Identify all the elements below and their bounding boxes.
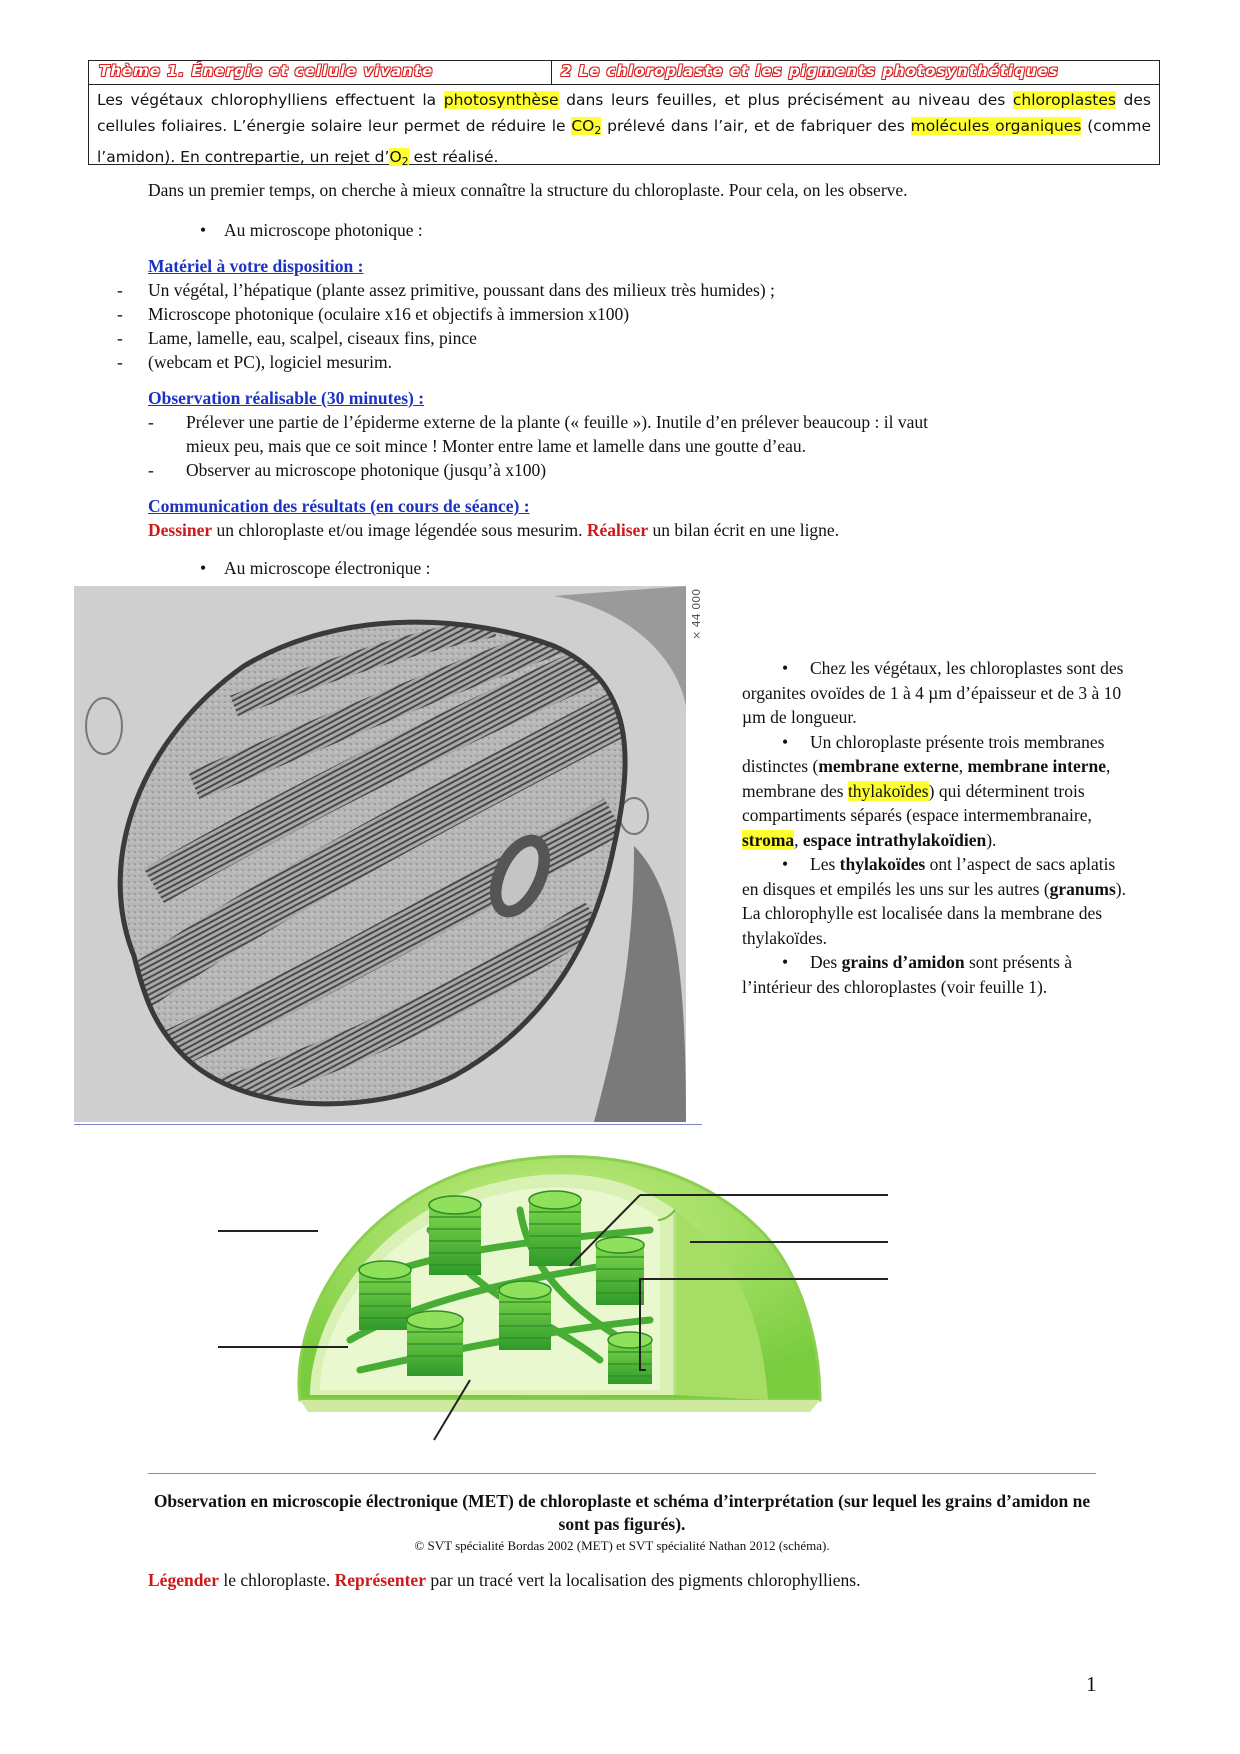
highlight-chloroplastes: chloroplastes bbox=[1012, 91, 1116, 109]
dash-mark: - bbox=[117, 328, 123, 348]
page-number: 1 bbox=[1086, 1672, 1097, 1696]
comm-text: un chloroplaste et/ou image légendée sous mesurim. bbox=[212, 520, 587, 540]
side-paragraph-3 bbox=[742, 852, 1132, 950]
highlight-stroma: stroma bbox=[742, 829, 795, 850]
verb-dessiner: Dessiner bbox=[148, 520, 213, 540]
side-text: Les bbox=[810, 854, 840, 874]
term-grains-amidon: grains d’amidon bbox=[841, 952, 965, 972]
section-electronic-title: Au microscope électronique : bbox=[224, 558, 431, 578]
side-text: ). La chlorophylle est localisée dans la membrane des thylakoïdes. bbox=[742, 878, 1126, 948]
header-box bbox=[88, 60, 1160, 168]
material-text: Un végétal, l’hépatique (plante assez primitive, poussant dans des milieux très humides) ; bbox=[148, 280, 775, 300]
bullet-electronic: • bbox=[200, 558, 207, 578]
communication-heading: Communication des résultats (en cours de séance) : bbox=[148, 496, 530, 516]
side-text: , bbox=[958, 756, 968, 776]
highlight-photosynthese: photosynthèse bbox=[443, 91, 559, 109]
o2-text: O bbox=[389, 148, 402, 166]
micrograph-rule bbox=[74, 1124, 702, 1125]
co2-text: CO bbox=[571, 117, 595, 135]
bullet-mark: • bbox=[782, 952, 789, 972]
dash-mark: - bbox=[117, 352, 123, 372]
chloroplast-micrograph bbox=[74, 586, 686, 1122]
intro-text: Les végétaux chlorophylliens effectuent la bbox=[97, 91, 444, 109]
observation-text-1b: mieux peu, mais que ce soit mince ! Monter entre lame et lamelle dans une goutte d’eau. bbox=[186, 436, 807, 456]
figure-rule bbox=[148, 1473, 1096, 1474]
bullet-photonic: • bbox=[200, 220, 207, 240]
intro-text: dans leurs feuilles, et plus précisément au niveau des bbox=[558, 91, 1013, 109]
task-text: par un tracé vert la localisation des pigments chlorophylliens. bbox=[425, 1570, 861, 1590]
dash-mark: - bbox=[148, 412, 154, 432]
material-text: (webcam et PC), logiciel mesurim. bbox=[148, 352, 392, 372]
verb-realiser: Réaliser bbox=[586, 520, 649, 540]
bullet-mark: • bbox=[782, 658, 789, 678]
o2-subscript: 2 bbox=[401, 155, 409, 168]
bullet-mark: • bbox=[782, 731, 789, 752]
highlight-molecules: molécules organiques bbox=[910, 117, 1082, 135]
intro-text: des cellules foliaires. L’énergie solaire leur permet de réduire le bbox=[97, 91, 1151, 135]
task-text: le chloroplaste. bbox=[218, 1570, 335, 1590]
term-espace-intrathylakoidien: espace intrathylakoïdien bbox=[802, 829, 987, 850]
intro-paragraph bbox=[97, 87, 1151, 175]
material-text: Lame, lamelle, eau, scalpel, ciseaux fins, pince bbox=[148, 328, 477, 348]
verb-legender: Légender bbox=[148, 1570, 219, 1590]
figure-credit: © SVT spécialité Bordas 2002 (MET) et SVT spécialité Nathan 2012 (schéma). bbox=[414, 1538, 830, 1553]
intro-text: prélevé dans l’air, et de fabriquer des bbox=[601, 117, 911, 135]
communication-instructions bbox=[148, 518, 839, 542]
material-text: Microscope photonique (oculaire x16 et objectifs à immersion x100) bbox=[148, 304, 630, 324]
verb-representer: Représenter bbox=[334, 1570, 426, 1590]
observation-text-1a: Prélever une partie de l’épiderme externe de la plante (« feuille »). Inutile d’en prélever beaucoup : il vaut bbox=[186, 412, 928, 432]
header-row bbox=[89, 61, 1159, 85]
side-text: , bbox=[794, 829, 803, 850]
bullet-mark: • bbox=[782, 854, 789, 874]
side-paragraph-1 bbox=[742, 656, 1132, 730]
co2-subscript: 2 bbox=[594, 124, 602, 137]
dash-mark: - bbox=[117, 280, 123, 300]
side-description bbox=[742, 656, 1132, 999]
side-text: sont présents à l’intérieur des chloroplastes (voir feuille 1). bbox=[742, 952, 1073, 997]
magnification-label: × 44 000 bbox=[690, 588, 703, 640]
side-text: ). bbox=[986, 829, 997, 850]
highlight-o2 bbox=[389, 148, 408, 166]
side-paragraph-4 bbox=[742, 950, 1132, 999]
highlight-thylakoides: thylakoïdes bbox=[847, 780, 929, 801]
intro-text: (comme l’amidon). En contrepartie, un rejet d’ bbox=[97, 117, 1151, 166]
side-text: Chez les végétaux, les chloroplastes sont des organites ovoïdes de 1 à 4 µm d’épaisseur et de 3 à 10 µm de longueur. bbox=[742, 658, 1124, 727]
theme-cell bbox=[89, 61, 552, 84]
side-text: ) qui déterminent trois compartiments séparés (espace intermembranaire, bbox=[742, 780, 1092, 825]
observation-heading: Observation réalisable (30 minutes) : bbox=[148, 388, 425, 408]
term-thylakoides: thylakoïdes bbox=[839, 854, 926, 874]
side-text: Des bbox=[810, 952, 842, 972]
term-membrane-externe: membrane externe bbox=[818, 756, 959, 776]
lead-paragraph: Dans un premier temps, on cherche à mieux connaître la structure du chloroplaste. Pour cela, on les observe. bbox=[148, 180, 908, 200]
intro-text: est réalisé. bbox=[408, 148, 499, 166]
side-text: , membrane des bbox=[742, 756, 1111, 801]
term-membrane-interne: membrane interne bbox=[967, 756, 1107, 776]
side-text: ont l’aspect de sacs aplatis en disques et empilés les uns sur les autres ( bbox=[742, 854, 1116, 899]
figure-caption: Observation en microscopie électronique (MET) de chloroplaste et schéma d’interprétation (sur lequel les grains d’amidon ne sont pas figurés). bbox=[153, 1491, 1091, 1534]
theme-title: Thème 1. Énergie et cellule vivante bbox=[99, 62, 434, 80]
leader-lines-diagonal bbox=[220, 1150, 900, 1450]
dash-mark: - bbox=[148, 460, 154, 480]
observation-text-2: Observer au microscope photonique (jusqu’à x100) bbox=[186, 460, 547, 480]
chapter-title: 2 Le chloroplaste et les pigments photosynthétiques bbox=[561, 62, 1059, 80]
materials-heading: Matériel à votre disposition : bbox=[148, 256, 364, 276]
comm-text: un bilan écrit en une ligne. bbox=[648, 520, 840, 540]
side-text: Un chloroplaste présente trois membranes distinctes ( bbox=[742, 731, 1105, 776]
side-paragraph-2 bbox=[742, 730, 1132, 853]
highlight-co2 bbox=[571, 117, 601, 135]
section-photonic-title: Au microscope photonique : bbox=[224, 220, 423, 240]
dash-mark: - bbox=[117, 304, 123, 324]
task-instructions bbox=[148, 1568, 860, 1592]
chloroplast-diagram bbox=[220, 1150, 900, 1450]
term-granums: granums bbox=[1049, 878, 1116, 899]
micrograph-image bbox=[74, 586, 686, 1122]
